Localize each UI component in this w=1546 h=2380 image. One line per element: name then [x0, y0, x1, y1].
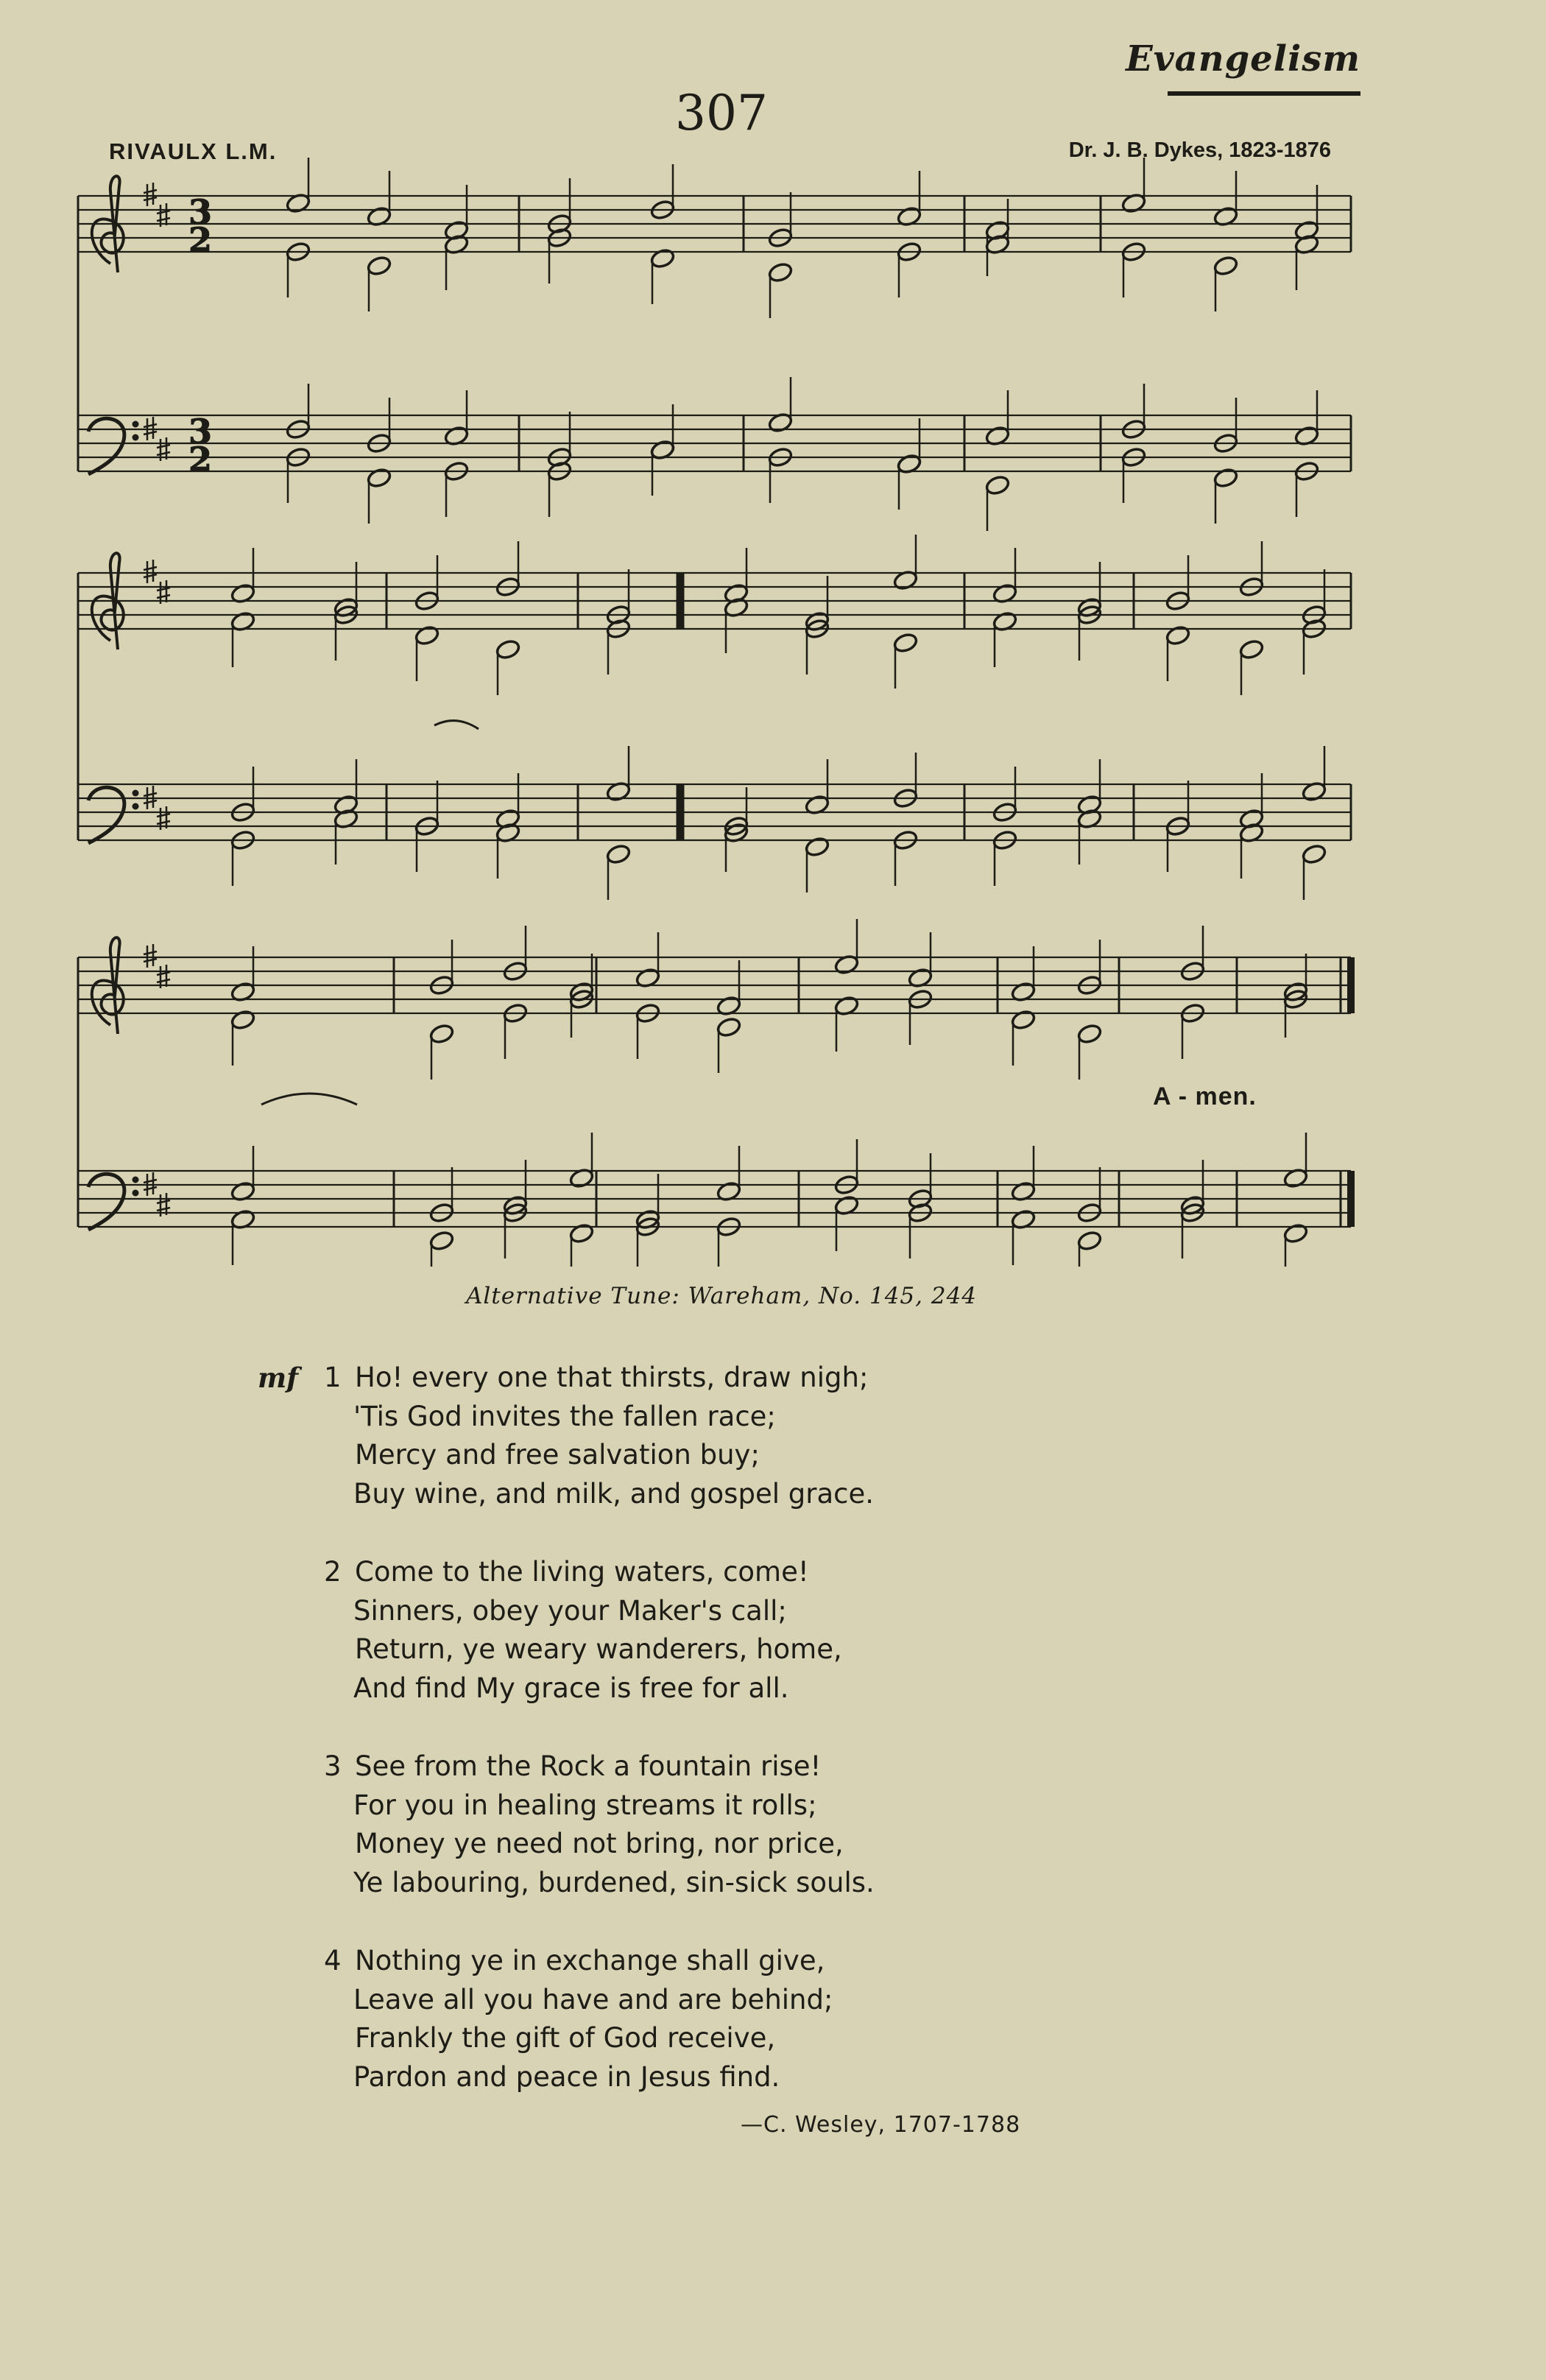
verse-line: Mercy and free salvation buy; [355, 1439, 760, 1471]
note-head-icon [428, 1023, 454, 1045]
verse-line: Buy wine, and milk, and gospel grace. [353, 1477, 874, 1510]
note-head-icon [1010, 1009, 1036, 1031]
note-head-icon [1238, 638, 1264, 661]
note-head-icon [1213, 255, 1238, 277]
bass-clef-icon [88, 787, 124, 843]
verse-number: 2 [324, 1556, 342, 1588]
amen-text: A - men. [1153, 1082, 1257, 1110]
verse-line: Return, ye weary wanderers, home, [355, 1633, 842, 1665]
bass-clef-icon [88, 418, 124, 474]
note-head-icon [1301, 843, 1327, 865]
verse-line: 'Tis God invites the fallen race; [353, 1400, 776, 1432]
note-head-icon [366, 255, 392, 277]
bass-clef-dot-icon [133, 434, 138, 440]
note-head-icon [495, 638, 520, 661]
verse-4 [324, 1942, 1207, 2096]
verse-line: And find My grace is free for all. [353, 1672, 789, 1704]
verse-number: 4 [324, 1945, 342, 1976]
note-head-icon [767, 261, 793, 284]
alternative-tune: Alternative Tune: Wareham, No. 145, 244 [465, 1283, 978, 1309]
verse-line: Money ye need not bring, nor price, [355, 1828, 844, 1859]
slur-icon [434, 721, 479, 729]
bass-clef-dot-icon [133, 803, 138, 809]
author-credit: —C. Wesley, 1707-1788 [741, 2112, 1021, 2138]
composer: Dr. J. B. Dykes, 1823-1876 [1068, 138, 1331, 162]
verse-line: Ye labouring, burdened, sin-sick souls. [353, 1866, 875, 1898]
verse-3 [324, 1747, 1207, 1902]
note-head-icon [1165, 624, 1190, 647]
section-label: Evangelism [1126, 38, 1360, 80]
note-head-icon [892, 632, 918, 654]
note-head-icon [1076, 1230, 1102, 1252]
note-head-icon [605, 843, 631, 865]
verse-line: Come to the living waters, come! [355, 1556, 809, 1588]
note-head-icon [984, 474, 1010, 496]
bass-clef-dot-icon [133, 1177, 138, 1183]
bass-clef-dot-icon [133, 790, 138, 796]
time-signature-icon: 2 [188, 440, 213, 479]
note-head-icon [568, 1222, 594, 1244]
note-head-icon [1213, 467, 1238, 489]
verse-number: 1 [324, 1362, 342, 1393]
verse-line: Frankly the gift of God receive, [355, 2022, 776, 2054]
verse-line: Ho! every one that thirsts, draw nigh; [355, 1362, 869, 1393]
verse-line: Leave all you have and are behind; [353, 1983, 833, 2015]
sharp-icon [144, 944, 157, 968]
slur-icon [261, 1094, 357, 1105]
dynamic-marking: mf [258, 1362, 299, 1394]
verse-line: See from the Rock a fountain rise! [355, 1750, 822, 1782]
verse-line: Sinners, obey your Maker's call; [353, 1594, 787, 1627]
note-head-icon [649, 247, 675, 270]
note-head-icon [366, 467, 392, 489]
verse-line: Pardon and peace in Jesus find. [353, 2060, 780, 2093]
time-signature-icon: 3 [188, 192, 213, 232]
verse-2 [324, 1553, 1207, 1708]
sharp-icon [144, 183, 157, 206]
note-head-icon [428, 1230, 454, 1252]
verse-line: Nothing ye in exchange shall give, [355, 1945, 825, 1976]
note-head-icon [414, 624, 440, 647]
bass-clef-dot-icon [133, 1190, 138, 1196]
note-head-icon [716, 1016, 741, 1038]
verses [258, 1359, 1207, 2136]
note-head-icon [1282, 1222, 1308, 1244]
verse-number: 3 [324, 1750, 342, 1782]
verse-line: For you in healing streams it rolls; [353, 1789, 817, 1821]
hymn-number: 307 [675, 85, 768, 141]
note-head-icon [230, 1009, 255, 1031]
bass-clef-dot-icon [133, 421, 138, 427]
note-head-icon [1076, 1023, 1102, 1045]
bass-clef-icon [88, 1174, 124, 1230]
tune-name: RIVAULX L.M. [109, 138, 278, 164]
time-signature-icon: 3 [188, 412, 213, 451]
sharp-icon [144, 560, 157, 583]
note-head-icon [804, 836, 830, 858]
verse-1 [258, 1359, 1207, 1513]
time-signature-icon: 2 [188, 220, 213, 260]
